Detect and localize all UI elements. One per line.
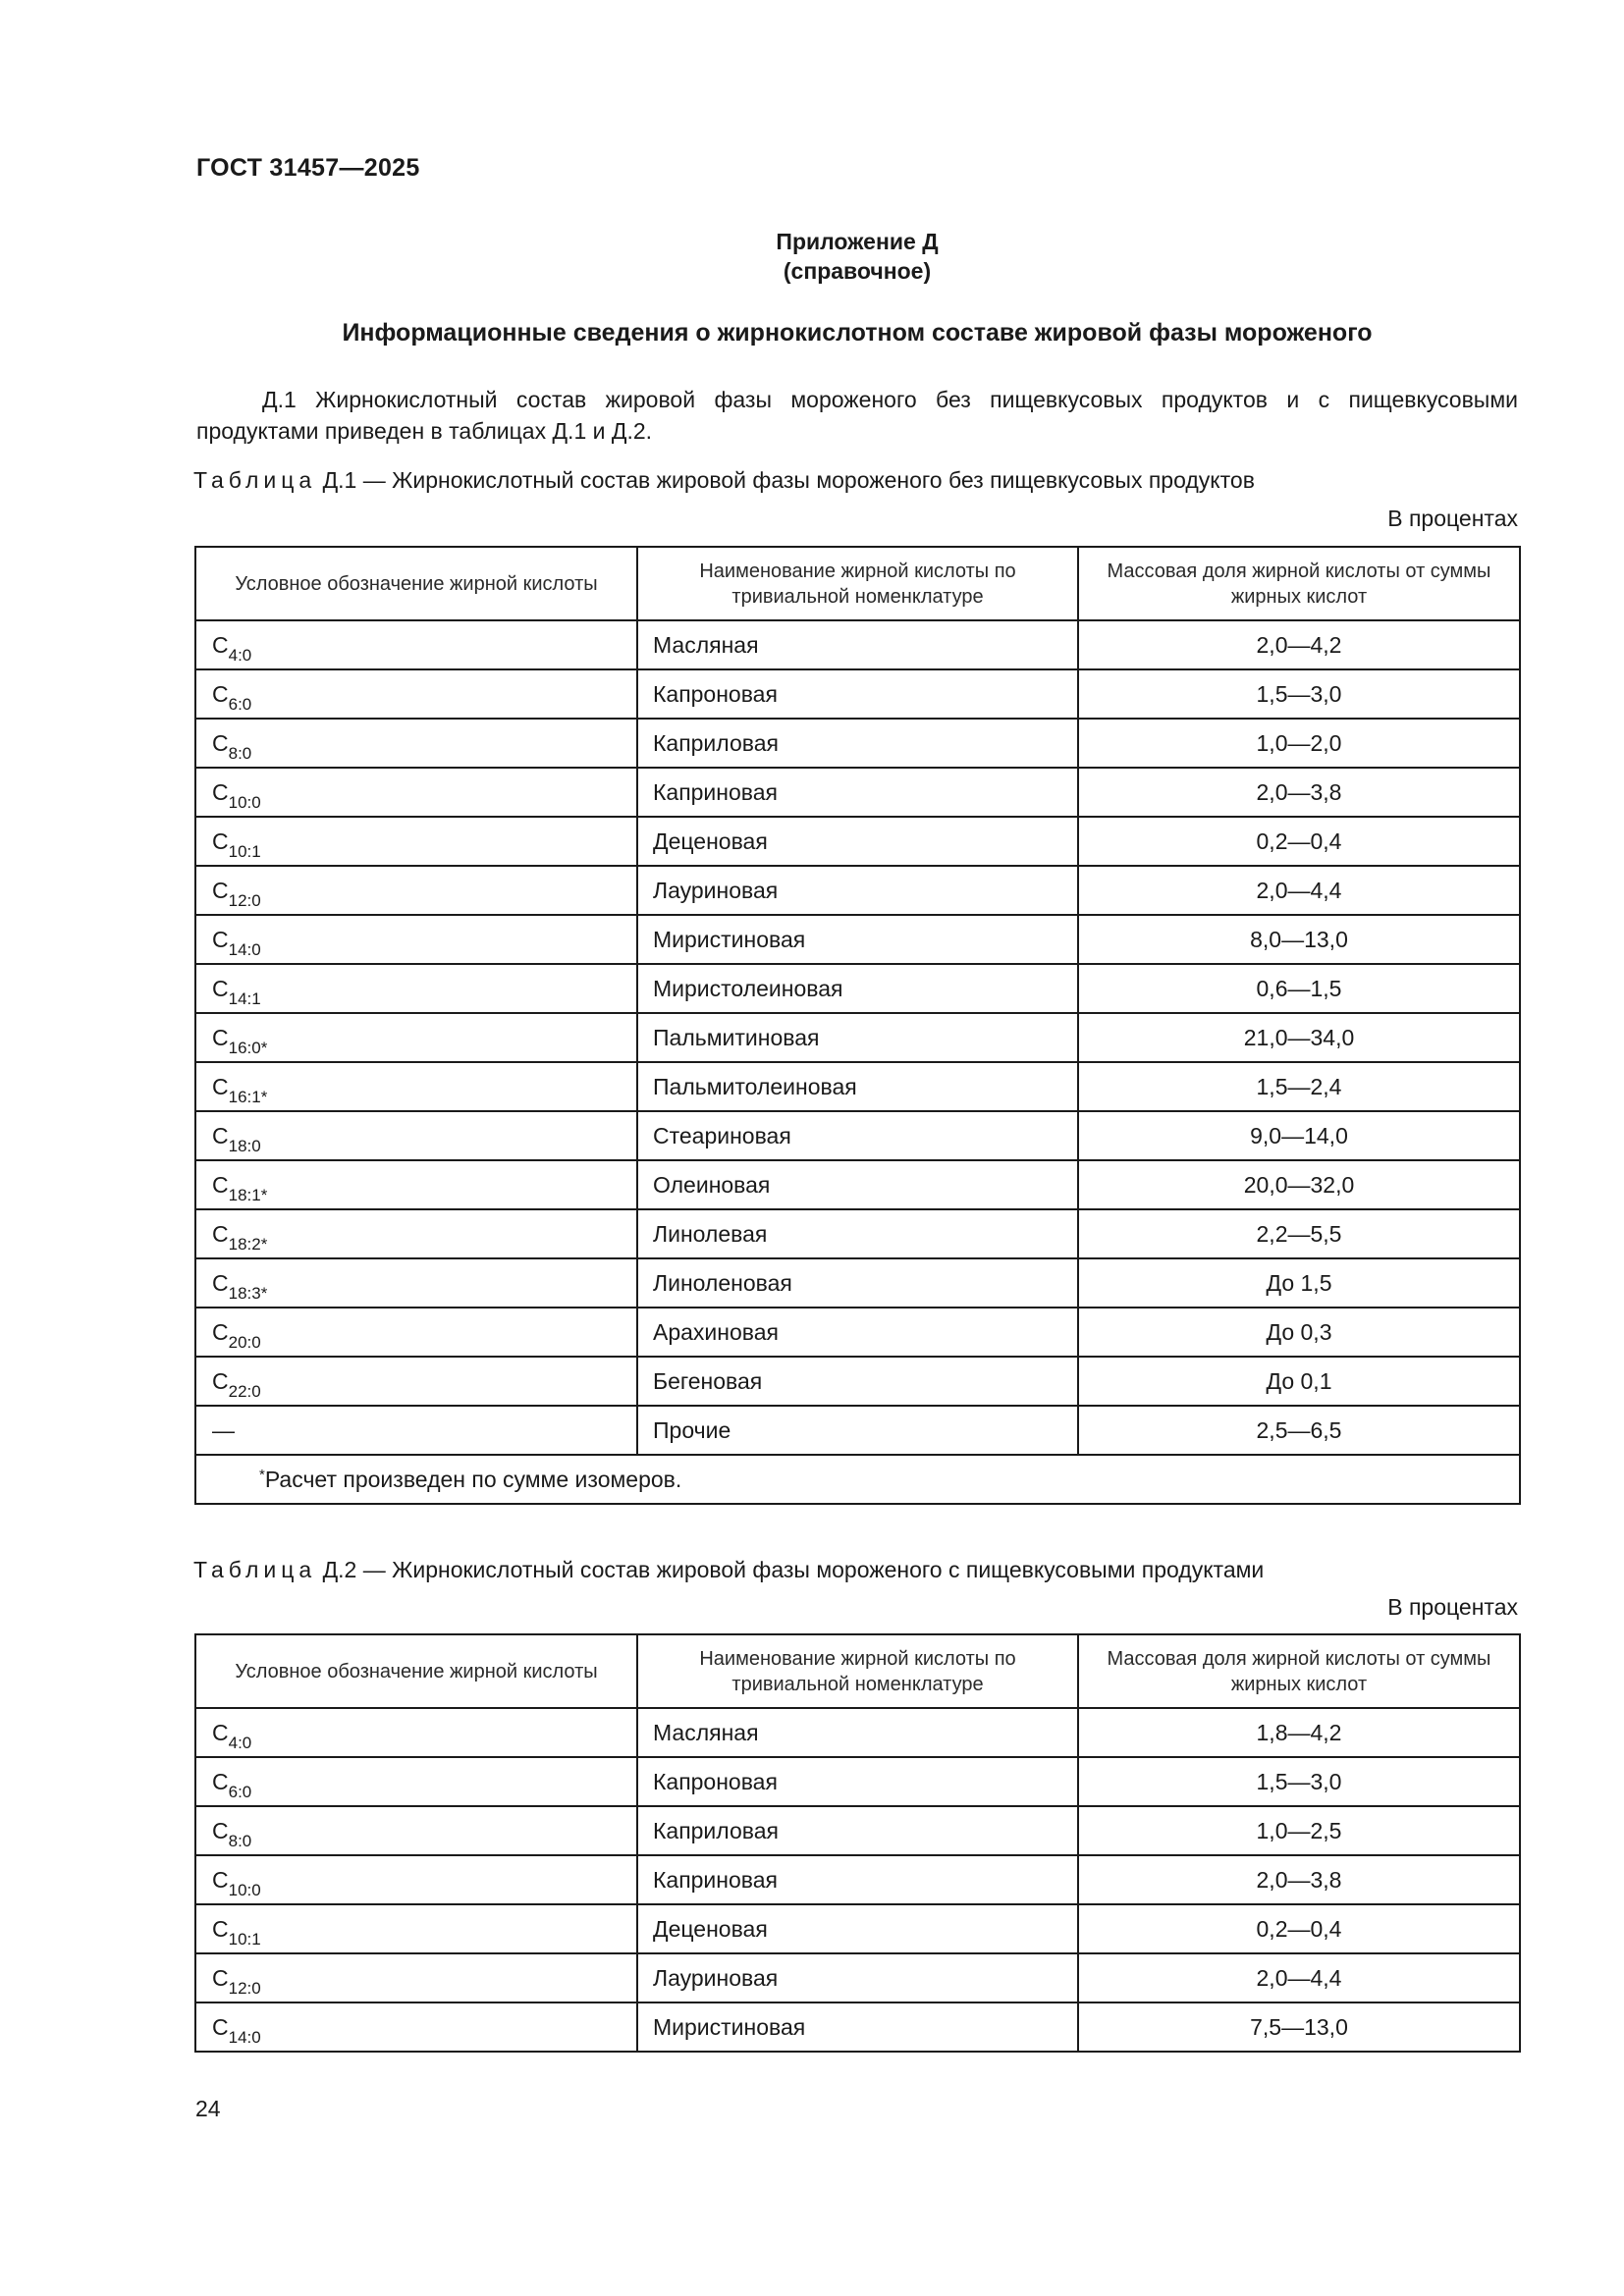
- acid-symbol: С: [212, 680, 229, 707]
- table-row: [195, 1308, 1520, 1357]
- acid-name-cell: Масляная: [637, 1708, 1078, 1757]
- mass-fraction-cell: До 0,3: [1078, 1308, 1520, 1357]
- table2-caption: [193, 1557, 1264, 1583]
- table-row: [195, 1406, 1520, 1455]
- table2-label: Таблица: [193, 1557, 317, 1582]
- acid-index: 12:0: [228, 1978, 261, 1998]
- acid-symbol: С: [212, 828, 229, 854]
- acid-index: 18:3*: [228, 1283, 268, 1303]
- acid-index: 8:0: [228, 743, 252, 763]
- table-row: [195, 1953, 1520, 2002]
- table2-body: [195, 1708, 1520, 2052]
- acid-name-cell: Капроновая: [637, 1757, 1078, 1806]
- acid-designation-cell: [195, 1904, 637, 1953]
- intro-paragraph: [196, 384, 1518, 447]
- acid-symbol: С: [212, 1220, 229, 1247]
- acid-name-cell: Каприловая: [637, 719, 1078, 768]
- acid-symbol: С: [212, 2013, 229, 2040]
- mass-fraction-cell: До 0,1: [1078, 1357, 1520, 1406]
- mass-fraction-cell: 0,2—0,4: [1078, 817, 1520, 866]
- table2-header-fraction: Массовая доля жирной кислоты от суммы жирных кислот: [1078, 1634, 1520, 1708]
- acid-name-cell: Стеариновая: [637, 1111, 1078, 1160]
- mass-fraction-cell: 2,0—3,8: [1078, 768, 1520, 817]
- acid-designation-cell: [195, 719, 637, 768]
- acid-index: 10:1: [228, 841, 261, 861]
- acid-name-cell: Миристолеиновая: [637, 964, 1078, 1013]
- table-row: [195, 1357, 1520, 1406]
- table1-header-fraction: Массовая доля жирной кислоты от суммы жирных кислот: [1078, 547, 1520, 620]
- acid-name-cell: Миристиновая: [637, 915, 1078, 964]
- acid-symbol: С: [212, 778, 229, 805]
- table-row: [195, 964, 1520, 1013]
- acid-index: 8:0: [228, 1831, 252, 1850]
- table-row: [195, 1111, 1520, 1160]
- acid-symbol: —: [212, 1416, 235, 1443]
- acid-symbol: С: [212, 1719, 229, 1745]
- table2-header-name: Наименование жирной кислоты по тривиальной номенклатуре: [637, 1634, 1078, 1708]
- acid-symbol: С: [212, 1866, 229, 1893]
- table-row: [195, 719, 1520, 768]
- annex-heading: Информационные сведения о жирнокислотном составе жировой фазы мороженого: [342, 319, 1373, 347]
- acid-index: 16:1*: [228, 1087, 268, 1106]
- table-row: [195, 915, 1520, 964]
- acid-designation-cell: [195, 620, 637, 669]
- acid-designation-cell: [195, 1708, 637, 1757]
- acid-name-cell: Каприновая: [637, 768, 1078, 817]
- table-row: [195, 768, 1520, 817]
- acid-name-cell: Линолевая: [637, 1209, 1078, 1258]
- acid-name-cell: Арахиновая: [637, 1308, 1078, 1357]
- acid-name-cell: Прочие: [637, 1406, 1078, 1455]
- acid-symbol: С: [212, 1915, 229, 1942]
- table-row: [195, 1062, 1520, 1111]
- acid-index: 20:0: [228, 1332, 261, 1352]
- acid-designation-cell: [195, 669, 637, 719]
- table1-label: Таблица: [193, 467, 317, 493]
- acid-symbol: С: [212, 1964, 229, 1991]
- table-row: [195, 1806, 1520, 1855]
- acid-symbol: С: [212, 1269, 229, 1296]
- acid-symbol: С: [212, 1367, 229, 1394]
- mass-fraction-cell: 20,0—32,0: [1078, 1160, 1520, 1209]
- acid-symbol: С: [212, 1817, 229, 1843]
- acid-name-cell: Олеиновая: [637, 1160, 1078, 1209]
- table1-units: В процентах: [1387, 506, 1518, 531]
- acid-index: 14:0: [228, 2027, 261, 2047]
- acid-symbol: С: [212, 1024, 229, 1050]
- acid-designation-cell: [195, 817, 637, 866]
- annex-title: Приложение Д: [776, 229, 939, 254]
- mass-fraction-cell: 1,8—4,2: [1078, 1708, 1520, 1757]
- acid-index: 10:0: [228, 792, 261, 812]
- acid-symbol: С: [212, 1171, 229, 1198]
- mass-fraction-cell: 1,0—2,0: [1078, 719, 1520, 768]
- acid-index: 18:2*: [228, 1234, 268, 1254]
- table-row: [195, 1757, 1520, 1806]
- mass-fraction-cell: 21,0—34,0: [1078, 1013, 1520, 1062]
- annex-type: (справочное): [783, 258, 932, 284]
- acid-designation-cell: [195, 1209, 637, 1258]
- mass-fraction-cell: До 1,5: [1078, 1258, 1520, 1308]
- acid-name-cell: Миристиновая: [637, 2002, 1078, 2052]
- acid-index: 10:1: [228, 1929, 261, 1949]
- acid-designation-cell: [195, 1160, 637, 1209]
- acid-designation-cell: [195, 866, 637, 915]
- table-row: [195, 1258, 1520, 1308]
- acid-designation-cell: [195, 1953, 637, 2002]
- acid-name-cell: Лауриновая: [637, 1953, 1078, 2002]
- table1-note-row: [195, 1455, 1520, 1504]
- table-row: [195, 1855, 1520, 1904]
- mass-fraction-cell: 8,0—13,0: [1078, 915, 1520, 964]
- table2-header-row: [195, 1634, 1520, 1708]
- table-row: [195, 1904, 1520, 1953]
- acid-designation-cell: [195, 964, 637, 1013]
- acid-symbol: С: [212, 729, 229, 756]
- acid-designation-cell: [195, 1111, 637, 1160]
- acid-index: 4:0: [228, 645, 252, 665]
- acid-symbol: С: [212, 926, 229, 952]
- acid-designation-cell: [195, 1757, 637, 1806]
- table-row: [195, 1209, 1520, 1258]
- table-row: [195, 1160, 1520, 1209]
- acid-symbol: С: [212, 975, 229, 1001]
- acid-index: 6:0: [228, 694, 252, 714]
- acid-index: 16:0*: [228, 1038, 268, 1057]
- acid-name-cell: Масляная: [637, 620, 1078, 669]
- table-d1: [194, 546, 1521, 1505]
- intro-line-2: продуктами приведен в таблицах Д.1 и Д.2.: [196, 418, 653, 444]
- page-number: 24: [195, 2096, 221, 2121]
- table1-caption-text: Д.1 — Жирнокислотный состав жировой фазы мороженого без пищевкусовых продуктов: [322, 467, 1255, 493]
- acid-index: 12:0: [228, 890, 261, 910]
- document-designation: ГОСТ 31457—2025: [196, 154, 420, 182]
- acid-name-cell: Лауриновая: [637, 866, 1078, 915]
- table1-note-mark: *: [259, 1466, 265, 1483]
- acid-index: 4:0: [228, 1733, 252, 1752]
- acid-index: 14:0: [228, 939, 261, 959]
- table2-caption-text: Д.2 — Жирнокислотный состав жировой фазы мороженого с пищевкусовыми продуктами: [322, 1557, 1265, 1582]
- table-row: [195, 1013, 1520, 1062]
- mass-fraction-cell: 9,0—14,0: [1078, 1111, 1520, 1160]
- acid-name-cell: Бегеновая: [637, 1357, 1078, 1406]
- mass-fraction-cell: 2,0—4,2: [1078, 620, 1520, 669]
- table-row: [195, 2002, 1520, 2052]
- acid-name-cell: Деценовая: [637, 817, 1078, 866]
- acid-designation-cell: [195, 1806, 637, 1855]
- table1-header-row: [195, 547, 1520, 620]
- acid-designation-cell: [195, 1357, 637, 1406]
- intro-line-1: Д.1 Жирнокислотный состав жировой фазы мороженого без пищевкусовых продуктов и с пищевкусовыми: [262, 387, 1518, 412]
- acid-name-cell: Пальмитиновая: [637, 1013, 1078, 1062]
- acid-name-cell: Капроновая: [637, 669, 1078, 719]
- mass-fraction-cell: 0,2—0,4: [1078, 1904, 1520, 1953]
- acid-index: 6:0: [228, 1782, 252, 1801]
- acid-index: 10:0: [228, 1880, 261, 1899]
- acid-symbol: С: [212, 1318, 229, 1345]
- table-row: [195, 669, 1520, 719]
- acid-name-cell: Линоленовая: [637, 1258, 1078, 1308]
- acid-designation-cell: [195, 1855, 637, 1904]
- table-d2: [194, 1633, 1521, 2053]
- acid-name-cell: Каприловая: [637, 1806, 1078, 1855]
- mass-fraction-cell: 2,0—4,4: [1078, 866, 1520, 915]
- acid-name-cell: Деценовая: [637, 1904, 1078, 1953]
- table-row: [195, 817, 1520, 866]
- table-row: [195, 620, 1520, 669]
- table1-note: [195, 1455, 1520, 1504]
- mass-fraction-cell: 0,6—1,5: [1078, 964, 1520, 1013]
- mass-fraction-cell: 1,5—3,0: [1078, 1757, 1520, 1806]
- table1-body: [195, 620, 1520, 1455]
- table-row: [195, 1708, 1520, 1757]
- table2-units: В процентах: [1387, 1594, 1518, 1620]
- acid-symbol: С: [212, 877, 229, 903]
- table1-header-designation: Условное обозначение жирной кислоты: [195, 547, 637, 620]
- table1-note-text: Расчет произведен по сумме изомеров.: [264, 1466, 682, 1492]
- acid-designation-cell: [195, 915, 637, 964]
- mass-fraction-cell: 2,2—5,5: [1078, 1209, 1520, 1258]
- mass-fraction-cell: 7,5—13,0: [1078, 2002, 1520, 2052]
- mass-fraction-cell: 1,5—2,4: [1078, 1062, 1520, 1111]
- acid-designation-cell: [195, 768, 637, 817]
- acid-designation-cell: [195, 1013, 637, 1062]
- acid-designation-cell: [195, 1062, 637, 1111]
- mass-fraction-cell: 2,0—3,8: [1078, 1855, 1520, 1904]
- acid-designation-cell: [195, 1308, 637, 1357]
- mass-fraction-cell: 2,5—6,5: [1078, 1406, 1520, 1455]
- acid-designation-cell: [195, 2002, 637, 2052]
- acid-name-cell: Пальмитолеиновая: [637, 1062, 1078, 1111]
- acid-index: 18:0: [228, 1136, 261, 1155]
- acid-index: 22:0: [228, 1381, 261, 1401]
- table1-header-name: Наименование жирной кислоты по тривиальной номенклатуре: [637, 547, 1078, 620]
- acid-index: 18:1*: [228, 1185, 268, 1204]
- mass-fraction-cell: 1,0—2,5: [1078, 1806, 1520, 1855]
- acid-name-cell: Каприновая: [637, 1855, 1078, 1904]
- mass-fraction-cell: 2,0—4,4: [1078, 1953, 1520, 2002]
- acid-designation-cell: [195, 1258, 637, 1308]
- acid-symbol: С: [212, 1073, 229, 1099]
- acid-designation-cell: [195, 1406, 637, 1455]
- table-row: [195, 866, 1520, 915]
- table1-caption: [193, 467, 1255, 494]
- mass-fraction-cell: 1,5—3,0: [1078, 669, 1520, 719]
- acid-symbol: С: [212, 631, 229, 658]
- acid-symbol: С: [212, 1122, 229, 1148]
- acid-symbol: С: [212, 1768, 229, 1794]
- table2-header-designation: Условное обозначение жирной кислоты: [195, 1634, 637, 1708]
- acid-index: 14:1: [228, 988, 261, 1008]
